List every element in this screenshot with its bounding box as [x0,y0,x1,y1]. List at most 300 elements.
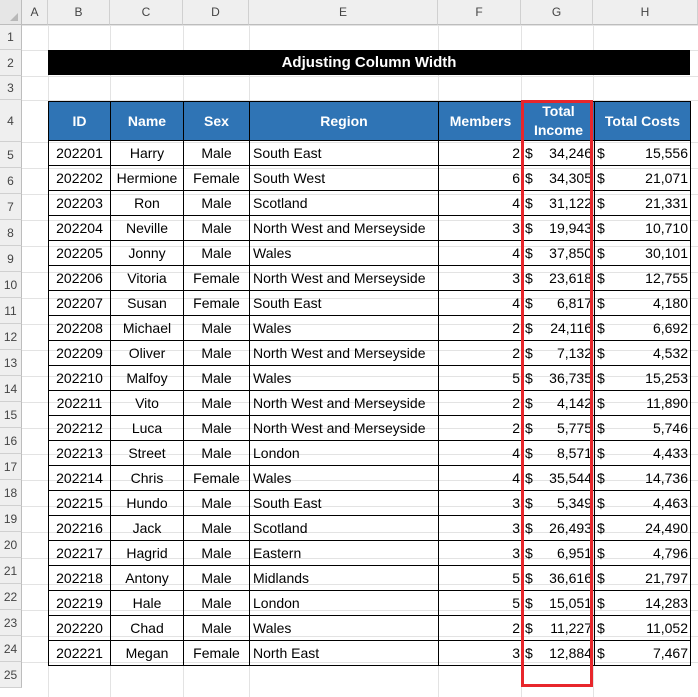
cell-id[interactable]: 202212 [49,416,111,441]
cell-sex[interactable]: Male [184,566,250,591]
currency-symbol: $ [597,545,605,561]
cell-region[interactable]: Wales [250,316,439,341]
cell-name[interactable]: Antony [111,566,184,591]
cell-sex[interactable]: Male [184,241,250,266]
cell-name[interactable]: Chad [111,616,184,641]
currency-symbol: $ [525,520,533,536]
cell-members[interactable]: 5 [439,566,523,591]
cell-total-income[interactable] [523,241,595,266]
cell-total-income[interactable] [523,616,595,641]
row-header-9[interactable]: 9 [0,246,22,272]
row-header-7[interactable]: 7 [0,194,22,220]
cell-members[interactable]: 3 [439,266,523,291]
header-total-costs[interactable]: Total Costs [595,102,691,141]
amount: 30,101 [645,245,688,261]
currency-value [525,345,592,361]
cell-sex[interactable]: Male [184,191,250,216]
currency-symbol: $ [525,620,533,636]
currency-symbol: $ [525,445,533,461]
currency-value [597,445,688,461]
cell-total-income[interactable] [523,316,595,341]
cell-total-income[interactable] [523,566,595,591]
cell-total-income[interactable] [523,216,595,241]
row-header-12[interactable]: 12 [0,324,22,350]
column-header-d[interactable]: D [183,0,249,25]
currency-symbol: $ [525,170,533,186]
cell-region[interactable]: North East [250,641,439,666]
currency-symbol: $ [597,645,605,661]
cell-members[interactable]: 4 [439,241,523,266]
amount: 21,331 [645,195,688,211]
currency-symbol: $ [597,470,605,486]
cell-name[interactable]: Street [111,441,184,466]
amount: 37,850 [549,245,592,261]
cell-name[interactable]: Ron [111,191,184,216]
cell-members[interactable]: 5 [439,591,523,616]
cell-region[interactable]: North West and Merseyside [250,216,439,241]
amount: 14,736 [645,470,688,486]
cell-total-income[interactable] [523,366,595,391]
cell-total-income[interactable] [523,291,595,316]
amount: 26,493 [549,520,592,536]
currency-value [597,545,688,561]
cell-id[interactable]: 202205 [49,241,111,266]
currency-symbol: $ [525,345,533,361]
currency-value [525,645,592,661]
cell-sex[interactable]: Male [184,141,250,166]
cell-total-costs[interactable] [595,491,691,516]
cell-sex[interactable]: Male [184,216,250,241]
cell-sex[interactable]: Female [184,466,250,491]
cell-region[interactable]: Wales [250,616,439,641]
cell-name[interactable]: Neville [111,216,184,241]
currency-symbol: $ [525,320,533,336]
table-row [49,641,691,666]
cell-total-income[interactable] [523,141,595,166]
currency-value [597,270,688,286]
cell-name[interactable]: Oliver [111,341,184,366]
row-header-10[interactable]: 10 [0,272,22,298]
cell-sex[interactable]: Male [184,316,250,341]
currency-symbol: $ [525,370,533,386]
amount: 12,755 [645,270,688,286]
row-header-15[interactable]: 15 [0,402,22,428]
currency-value [525,595,592,611]
amount: 24,116 [550,320,592,336]
row-header-13[interactable]: 13 [0,350,22,376]
currency-symbol: $ [525,595,533,611]
cell-total-costs[interactable] [595,641,691,666]
row-header-21[interactable]: 21 [0,558,22,584]
header-name[interactable]: Name [111,102,184,141]
header-sex[interactable]: Sex [184,102,250,141]
table-row [49,566,691,591]
currency-symbol: $ [597,220,605,236]
cell-name[interactable]: Susan [111,291,184,316]
cell-total-costs[interactable] [595,441,691,466]
header-members[interactable]: Members [439,102,523,141]
currency-value [525,170,592,186]
column-header-b[interactable]: B [48,0,110,25]
gridline-horizontal [22,76,698,77]
cell-members[interactable]: 3 [439,641,523,666]
amount: 24,490 [645,520,688,536]
currency-value [597,570,688,586]
table-row [49,366,691,391]
cell-members[interactable]: 6 [439,166,523,191]
cell-region[interactable]: Scotland [250,191,439,216]
currency-symbol: $ [525,395,533,411]
cell-total-costs[interactable] [595,241,691,266]
cell-name[interactable]: Hundo [111,491,184,516]
cell-id[interactable]: 202204 [49,216,111,241]
currency-symbol: $ [597,495,605,511]
column-header-a[interactable]: A [22,0,48,25]
table-row [49,266,691,291]
column-header-c[interactable]: C [110,0,183,25]
header-total-income[interactable]: Total Income [523,102,595,141]
table-row [49,141,691,166]
currency-symbol: $ [597,445,605,461]
amount: 7,132 [556,345,592,361]
cell-name[interactable]: Jonny [111,241,184,266]
currency-symbol: $ [597,145,605,161]
cell-name[interactable]: Hermione [111,166,184,191]
cell-members[interactable]: 3 [439,216,523,241]
cell-region[interactable]: South West [250,166,439,191]
cell-name[interactable]: Hale [111,591,184,616]
cell-members[interactable]: 5 [439,366,523,391]
cell-region[interactable]: South East [250,291,439,316]
currency-value [525,295,592,311]
column-header-g[interactable]: G [521,0,593,25]
data-table [48,101,691,666]
currency-value [525,620,592,636]
table-body [49,141,691,666]
amount: 12,884 [549,645,592,661]
cell-total-income[interactable] [523,516,595,541]
cell-total-costs[interactable] [595,366,691,391]
amount: 21,071 [645,170,688,186]
cell-members[interactable]: 4 [439,441,523,466]
cell-region[interactable]: Wales [250,466,439,491]
row-header-6[interactable]: 6 [0,168,22,194]
cell-members[interactable]: 2 [439,141,523,166]
amount: 21,797 [645,570,688,586]
cell-sex[interactable]: Male [184,416,250,441]
cell-total-costs[interactable] [595,541,691,566]
cell-total-costs[interactable] [595,266,691,291]
currency-value [525,420,592,436]
cell-id[interactable]: 202207 [49,291,111,316]
cell-total-income[interactable] [523,191,595,216]
row-header-14[interactable]: 14 [0,376,22,402]
cell-region[interactable]: Wales [250,366,439,391]
column-header-f[interactable]: F [438,0,521,25]
cell-sex[interactable]: Male [184,616,250,641]
currency-value [525,495,592,511]
currency-value [525,195,592,211]
cell-region[interactable]: South East [250,491,439,516]
cell-sex[interactable]: Male [184,391,250,416]
currency-value [597,295,688,311]
cell-total-income[interactable] [523,491,595,516]
amount: 35,544 [549,470,592,486]
cell-sex[interactable]: Male [184,441,250,466]
table-row [49,416,691,441]
cell-id[interactable]: 202213 [49,441,111,466]
currency-value [525,395,592,411]
amount: 4,796 [652,545,688,561]
currency-value [597,645,688,661]
cell-name[interactable]: Harry [111,141,184,166]
row-header-4[interactable]: 4 [0,100,22,142]
cell-total-income[interactable] [523,416,595,441]
row-header-3[interactable]: 3 [0,76,22,100]
cell-region[interactable]: South East [250,141,439,166]
table-row [49,316,691,341]
cell-region[interactable]: North West and Merseyside [250,341,439,366]
cell-sex[interactable]: Male [184,516,250,541]
select-all-triangle-icon [10,13,18,21]
currency-value [597,320,688,336]
cell-name[interactable]: Vito [111,391,184,416]
cell-total-income[interactable] [523,591,595,616]
table-row [49,241,691,266]
currency-value [525,320,592,336]
row-header-1[interactable]: 1 [0,25,22,50]
cell-total-costs[interactable] [595,416,691,441]
currency-value [525,245,592,261]
cell-total-income[interactable] [523,266,595,291]
cell-region[interactable]: Scotland [250,516,439,541]
cell-id[interactable]: 202219 [49,591,111,616]
cell-region[interactable]: North West and Merseyside [250,416,439,441]
cell-total-costs[interactable] [595,191,691,216]
amount: 19,943 [549,220,592,236]
cell-region[interactable]: Wales [250,241,439,266]
sheet-title[interactable]: Adjusting Column Width [48,50,690,75]
row-header-22[interactable]: 22 [0,584,22,610]
currency-value [597,195,688,211]
header-id[interactable]: ID [49,102,111,141]
cell-sex[interactable]: Female [184,641,250,666]
currency-symbol: $ [597,420,605,436]
cell-total-costs[interactable] [595,166,691,191]
cell-sex[interactable]: Female [184,266,250,291]
cell-total-income[interactable] [523,166,595,191]
currency-value [525,220,592,236]
currency-value [597,395,688,411]
cell-total-costs[interactable] [595,316,691,341]
currency-value [597,520,688,536]
cell-region[interactable]: London [250,441,439,466]
cell-members[interactable]: 4 [439,466,523,491]
cell-members[interactable]: 2 [439,616,523,641]
amount: 7,467 [652,645,688,661]
cell-id[interactable]: 202209 [49,341,111,366]
table-row [49,591,691,616]
table-row [49,341,691,366]
table-header-row [49,102,691,141]
cell-total-costs[interactable] [595,216,691,241]
cell-name[interactable]: Jack [111,516,184,541]
cell-id[interactable]: 202217 [49,541,111,566]
currency-symbol: $ [597,520,605,536]
cell-id[interactable]: 202210 [49,366,111,391]
cell-members[interactable]: 2 [439,391,523,416]
cell-total-income[interactable] [523,441,595,466]
cell-members[interactable]: 2 [439,316,523,341]
amount: 36,616 [549,570,592,586]
currency-symbol: $ [525,270,533,286]
table-row [49,466,691,491]
cell-name[interactable]: Luca [111,416,184,441]
cell-total-costs[interactable] [595,341,691,366]
amount: 11,227 [550,620,592,636]
row-header-16[interactable]: 16 [0,428,22,454]
cell-total-costs[interactable] [595,291,691,316]
cell-total-costs[interactable] [595,391,691,416]
cell-total-costs[interactable] [595,466,691,491]
row-header-11[interactable]: 11 [0,298,22,324]
amount: 11,052 [646,620,688,636]
table-row [49,391,691,416]
cell-id[interactable]: 202201 [49,141,111,166]
currency-symbol: $ [525,570,533,586]
cell-members[interactable]: 3 [439,491,523,516]
cell-members[interactable]: 3 [439,541,523,566]
cell-id[interactable]: 202218 [49,566,111,591]
cell-total-costs[interactable] [595,616,691,641]
currency-value [597,345,688,361]
cell-name[interactable]: Vitoria [111,266,184,291]
currency-value [597,495,688,511]
cell-sex[interactable]: Male [184,491,250,516]
amount: 4,180 [652,295,688,311]
amount: 6,692 [652,320,688,336]
cell-total-costs[interactable] [595,566,691,591]
cell-id[interactable]: 202211 [49,391,111,416]
currency-value [525,520,592,536]
currency-value [525,570,592,586]
cell-total-income[interactable] [523,466,595,491]
currency-value [597,595,688,611]
column-header-e[interactable]: E [249,0,438,25]
cell-id[interactable]: 202216 [49,516,111,541]
currency-value [525,470,592,486]
cell-total-income[interactable] [523,641,595,666]
currency-symbol: $ [597,195,605,211]
cell-total-income[interactable] [523,541,595,566]
currency-symbol: $ [597,295,605,311]
amount: 14,283 [645,595,688,611]
cell-members[interactable]: 2 [439,416,523,441]
amount: 34,305 [549,170,592,186]
row-header-19[interactable]: 19 [0,506,22,532]
row-header-18[interactable]: 18 [0,480,22,506]
row-header-2[interactable]: 2 [0,50,22,76]
select-all-corner[interactable] [0,0,22,25]
cell-total-costs[interactable] [595,141,691,166]
cell-region[interactable]: Midlands [250,566,439,591]
table-row [49,166,691,191]
cell-id[interactable]: 202203 [49,191,111,216]
currency-symbol: $ [597,170,605,186]
cell-members[interactable]: 4 [439,291,523,316]
cell-sex[interactable]: Male [184,591,250,616]
currency-symbol: $ [597,395,605,411]
table-row [49,441,691,466]
cell-sex[interactable]: Male [184,541,250,566]
amount: 4,463 [652,495,688,511]
row-header-23[interactable]: 23 [0,610,22,636]
amount: 11,890 [646,395,688,411]
row-header-24[interactable]: 24 [0,636,22,662]
column-header-h[interactable]: H [593,0,698,25]
table-row [49,491,691,516]
cell-members[interactable]: 2 [439,341,523,366]
row-header-25[interactable]: 25 [0,662,22,688]
header-region[interactable]: Region [250,102,439,141]
cell-members[interactable]: 4 [439,191,523,216]
row-header-5[interactable]: 5 [0,142,22,168]
cell-id[interactable]: 202202 [49,166,111,191]
row-header-17[interactable]: 17 [0,454,22,480]
cell-sex[interactable]: Male [184,341,250,366]
cell-total-costs[interactable] [595,591,691,616]
currency-value [597,170,688,186]
cell-region[interactable]: London [250,591,439,616]
cell-region[interactable]: Eastern [250,541,439,566]
cell-name[interactable]: Hagrid [111,541,184,566]
table-row [49,216,691,241]
cell-total-costs[interactable] [595,516,691,541]
currency-value [525,545,592,561]
table-row [49,516,691,541]
cell-id[interactable]: 202221 [49,641,111,666]
row-header-20[interactable]: 20 [0,532,22,558]
cell-id[interactable]: 202206 [49,266,111,291]
amount: 6,951 [556,545,592,561]
cell-name[interactable]: Malfoy [111,366,184,391]
amount: 5,775 [556,420,592,436]
cell-region[interactable]: North West and Merseyside [250,266,439,291]
currency-symbol: $ [597,570,605,586]
cell-total-income[interactable] [523,391,595,416]
cell-sex[interactable]: Female [184,291,250,316]
cell-id[interactable]: 202208 [49,316,111,341]
cell-id[interactable]: 202215 [49,491,111,516]
cell-name[interactable]: Megan [111,641,184,666]
cell-total-income[interactable] [523,341,595,366]
row-header-8[interactable]: 8 [0,220,22,246]
cell-id[interactable]: 202220 [49,616,111,641]
cell-members[interactable]: 3 [439,516,523,541]
cell-id[interactable]: 202214 [49,466,111,491]
cell-name[interactable]: Michael [111,316,184,341]
table-row [49,191,691,216]
amount: 34,246 [549,145,592,161]
cell-sex[interactable]: Male [184,366,250,391]
cell-sex[interactable]: Female [184,166,250,191]
cell-region[interactable]: North West and Merseyside [250,391,439,416]
amount: 4,433 [652,445,688,461]
currency-value [597,145,688,161]
cell-name[interactable]: Chris [111,466,184,491]
amount: 5,349 [556,495,592,511]
currency-value [597,420,688,436]
